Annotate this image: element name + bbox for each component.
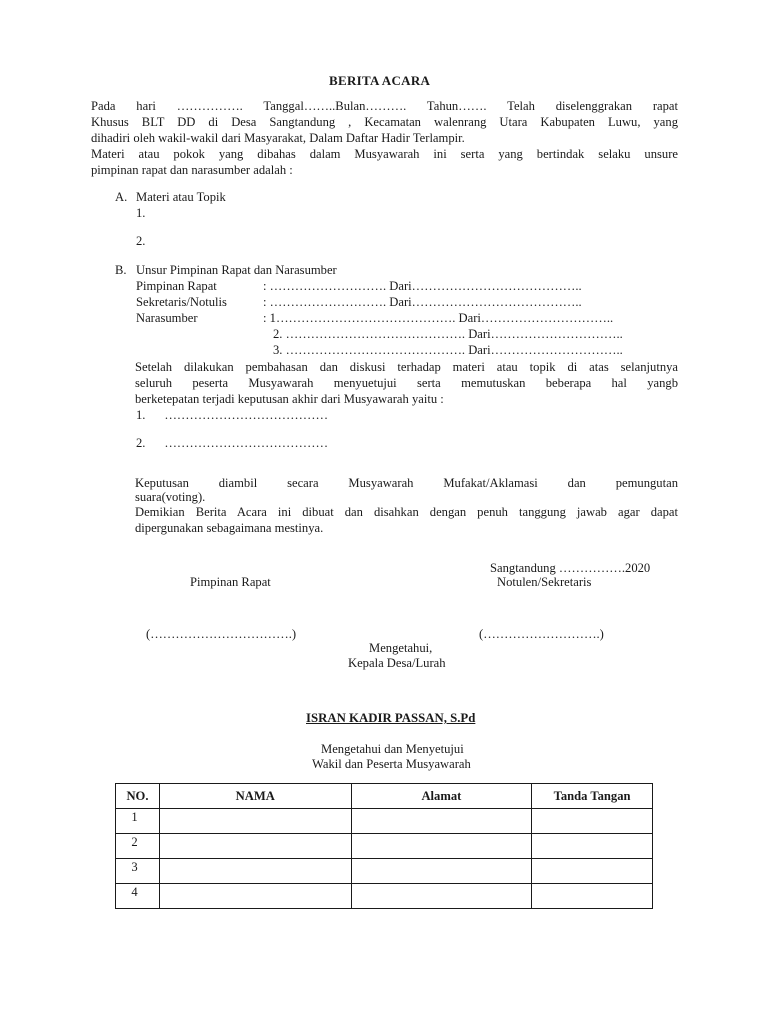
narasumber-1: : 1……………………………………. Dari………………………….. [263,311,614,325]
sekretaris-label: Sekretaris/Notulis [136,295,227,309]
demikian-line-2: dipergunakan sebagaimana mestinya. [135,521,324,535]
header-alamat: Alamat [351,784,532,809]
section-b-heading: Unsur Pimpinan Rapat dan Narasumber [136,263,337,277]
keputusan-line-2: suara(voting). [135,490,206,504]
keputusan-line-1: Keputusan diambil secara Musyawarah Mufakat/Aklamasi dan pemungutan [135,476,678,490]
decision-item-1: 1. ………………………………… [136,408,329,422]
decision-item-2: 2. ………………………………… [136,436,329,450]
table-row [116,834,653,859]
menyetujui-label: Mengetahui dan Menyetujui [321,742,464,756]
header-no: NO. [116,784,160,809]
section-a-heading: Materi atau Topik [136,190,226,204]
cell-no: 1 [116,809,160,834]
cell-nama[interactable] [159,834,351,859]
section-a-item-2: 2. [136,234,146,248]
cell-alamat[interactable] [351,834,532,859]
intro-line-2: Khusus BLT DD di Desa Sangtandung , Kecamatan walenrang Utara Kabupaten Luwu, yang [91,115,678,129]
pimpinan-value: : ………………………. Dari………………………………….. [263,279,582,293]
narasumber-label: Narasumber [136,311,198,325]
demikian-line-1: Demikian Berita Acara ini dibuat dan disahkan dengan penuh tanggung jawab agar dapat [135,505,678,519]
intro-line-3: dihadiri oleh wakil-wakil dari Masyarakat, Dalam Daftar Hadir Terlampir. [91,131,465,145]
cell-nama[interactable] [159,859,351,884]
header-nama: NAMA [159,784,351,809]
table-row [116,809,653,834]
left-signatory-role: Pimpinan Rapat [190,575,271,589]
cell-alamat[interactable] [351,884,532,909]
cell-no: 4 [116,884,160,909]
cell-tanda-tangan[interactable] [532,834,653,859]
header-tanda-tangan: Tanda Tangan [532,784,653,809]
pimpinan-label: Pimpinan Rapat [136,279,217,293]
cell-alamat[interactable] [351,859,532,884]
cell-no: 3 [116,859,160,884]
table-row [116,884,653,909]
section-a-marker: A. [115,190,128,204]
discussion-line-3: berketepatan terjadi keputusan akhir dari Musyawarah yaitu : [135,392,444,406]
section-b-marker: B. [115,263,127,277]
left-signature-blank: (…………………………….) [146,627,297,641]
cell-alamat[interactable] [351,809,532,834]
narasumber-3: 3. ……………………………………. Dari………………………….. [273,343,623,357]
right-signature-blank: (……………………….) [479,627,604,641]
cell-nama[interactable] [159,884,351,909]
sekretaris-value: : ………………………. Dari………………………………….. [263,295,582,309]
table-row [116,859,653,884]
attendance-table [115,783,653,909]
document-title: BERITA ACARA [329,73,431,88]
intro-line-4: Materi atau pokok yang dibahas dalam Musyawarah ini serta yang bertindak selaku unsure [91,147,678,161]
intro-line-1: Pada hari ……………. Tanggal……..Bulan………. Tahun……. Telah diselenggrakan rapat [91,99,678,113]
narasumber-2: 2. ……………………………………. Dari………………………….. [273,327,623,341]
cell-tanda-tangan[interactable] [532,809,653,834]
wakil-peserta-label: Wakil dan Peserta Musyawarah [312,757,471,771]
discussion-line-1: Setelah dilakukan pembahasan dan diskusi terhadap materi atau topik di atas selanjutnya [135,360,678,374]
intro-line-5: pimpinan rapat dan narasumber adalah : [91,163,293,177]
cell-no: 2 [116,834,160,859]
kepala-desa-name: ISRAN KADIR PASSAN, S.Pd [306,711,476,725]
mengetahui-label: Mengetahui, [369,641,433,655]
discussion-line-2: seluruh peserta Musyawarah menyuetujui serta memutuskan beberapa hal yangb [135,376,678,390]
cell-nama[interactable] [159,809,351,834]
cell-tanda-tangan[interactable] [532,884,653,909]
place-date: Sangtandung …………….2020 [490,561,651,575]
right-signatory-role: Notulen/Sekretaris [497,575,592,589]
cell-tanda-tangan[interactable] [532,859,653,884]
kepala-desa-label: Kepala Desa/Lurah [348,656,446,670]
table-header-row [116,784,653,809]
section-a-item-1: 1. [136,206,146,220]
